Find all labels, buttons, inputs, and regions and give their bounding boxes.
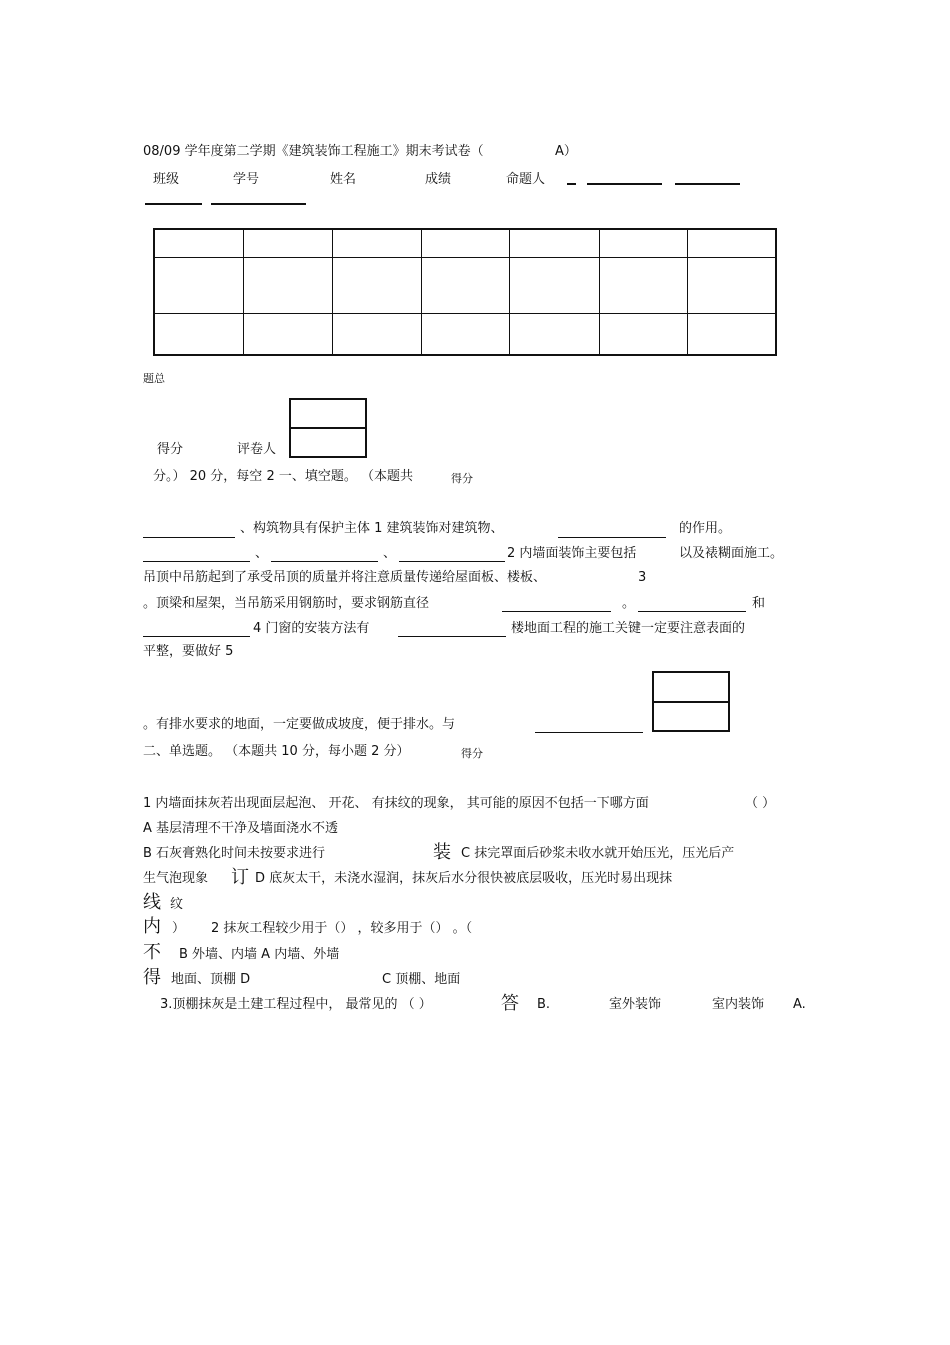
q5-text-3: 。有排水要求的地面，一定要做成坡度，便于排水。与 <box>143 717 456 732</box>
mc-q1-option-a[interactable]: A 基层清理不干净及墙面浇水不透 <box>143 821 339 836</box>
mc-q2-option-c[interactable]: C 顶棚、地面 <box>382 972 461 987</box>
q2-text: 2 内墙面装饰主要包括 <box>507 546 637 561</box>
sep: 、 <box>383 546 397 561</box>
score-small-label: 得分 <box>461 747 483 760</box>
table-cell[interactable] <box>599 229 687 257</box>
blank-line <box>567 183 576 185</box>
field-author: 命题人 <box>506 172 546 187</box>
blank-line <box>145 203 202 205</box>
mc-q1-option-d[interactable]: D 底灰太干，未浇水湿润，抹灰后水分很快被底层吸收，压光时易出现抹 <box>255 871 673 886</box>
blank-line <box>638 611 746 612</box>
field-student-id: 学号 <box>233 172 260 187</box>
field-grade: 成绩 <box>425 172 452 187</box>
table-cell[interactable] <box>154 229 243 257</box>
table-cell[interactable] <box>154 257 243 313</box>
score-box[interactable] <box>289 398 367 429</box>
score-table <box>153 228 777 356</box>
blank-line <box>399 561 505 562</box>
blank-line <box>211 203 306 205</box>
table-cell[interactable] <box>332 257 421 313</box>
binding-char: 不 <box>143 942 161 963</box>
q1-text: 、构筑物具有保护主体 1 建筑装饰对建筑物、 <box>240 521 504 536</box>
table-cell[interactable] <box>509 257 599 313</box>
grader-label: 评卷人 <box>237 442 277 457</box>
sep: 。 <box>622 596 636 611</box>
binding-char: 订 <box>231 867 249 888</box>
mc-q3-option-b[interactable]: 室外装饰 <box>609 997 662 1012</box>
blank-line <box>502 611 611 612</box>
mc-q1-option-c-cont: 生气泡现象 <box>143 871 209 886</box>
binding-char: 线 <box>143 892 161 913</box>
blank-line <box>398 636 506 637</box>
score-small-label: 得分 <box>451 472 473 485</box>
blank-line <box>675 183 740 185</box>
mc-q1-paren: （ ） <box>745 796 776 811</box>
binding-char: 内 <box>143 916 161 937</box>
table-cell[interactable] <box>421 229 509 257</box>
table-cell[interactable] <box>154 313 243 355</box>
q4-text: 4 门窗的安装方法有 <box>253 621 370 636</box>
blank-line <box>143 636 250 637</box>
table-cell[interactable] <box>687 257 776 313</box>
score-box[interactable] <box>652 671 730 703</box>
table-cell[interactable] <box>687 313 776 355</box>
mc-q2: 2 抹灰工程较少用于（） ，较多用于（） 。（ <box>211 921 473 936</box>
binding-char: 得 <box>143 967 161 988</box>
total-label: 题总 <box>143 372 165 385</box>
section2-heading: 二、单选题。 （本题共 10 分，每小题 2 分） <box>143 744 410 759</box>
grader-box[interactable] <box>289 427 367 458</box>
table-cell[interactable] <box>421 257 509 313</box>
blank-line <box>143 537 235 538</box>
q5-text: 楼地面工程的施工关键一定要注意表面的 <box>511 621 746 636</box>
table-cell[interactable] <box>243 313 332 355</box>
q3-text: 吊顶中吊筋起到了承受吊顶的质量并将注意质量传递给屋面板、楼板、 <box>143 570 547 585</box>
mc-q1-option-d-cont: 纹 <box>170 897 184 912</box>
table-cell[interactable] <box>509 229 599 257</box>
mc-q3-option-b-label[interactable]: B. <box>537 997 551 1012</box>
exam-title: 08/09 学年度第二学期《建筑装饰工程施工》期末考试卷（ <box>143 144 484 159</box>
mc-q2-option-d[interactable]: 地面、顶棚 D <box>171 972 251 987</box>
table-cell[interactable] <box>332 313 421 355</box>
table-cell[interactable] <box>332 229 421 257</box>
mc-q1-option-b[interactable]: B 石灰膏熟化时间未按要求进行 <box>143 846 326 861</box>
blank-line <box>535 732 643 733</box>
and-text: 和 <box>752 596 766 611</box>
blank-line <box>143 561 250 562</box>
q1-text-end: 的作用。 <box>679 521 732 536</box>
q3-text-2: 。顶梁和屋架，当吊筋采用钢筋时，要求钢筋直径 <box>143 596 430 611</box>
mc-q3-option-a-label[interactable]: A. <box>793 997 806 1012</box>
mc-q1-close: ） <box>172 921 186 936</box>
binding-char: 答 <box>501 993 519 1014</box>
blank-line <box>271 561 378 562</box>
q2-text-end: 以及裱糊面施工。 <box>679 546 784 561</box>
mc-q3-option-a[interactable]: 室内装饰 <box>712 997 765 1012</box>
table-cell[interactable] <box>599 257 687 313</box>
field-name: 姓名 <box>330 172 357 187</box>
mc-q1-option-c[interactable]: C 抹完罩面后砂浆未收水就开始压光，压光后产 <box>461 846 735 861</box>
table-cell[interactable] <box>243 257 332 313</box>
field-class: 班级 <box>153 172 180 187</box>
blank-line <box>587 183 662 185</box>
table-cell[interactable] <box>243 229 332 257</box>
exam-version: A） <box>555 144 577 159</box>
table-cell[interactable] <box>599 313 687 355</box>
q5-text-2: 平整，要做好 5 <box>143 644 234 659</box>
score-label: 得分 <box>157 442 184 457</box>
grader-box[interactable] <box>652 701 730 732</box>
sep: 、 <box>255 546 269 561</box>
mc-q3: 3.顶棚抹灰是土建工程过程中， 最常见的 （ ） <box>160 997 432 1012</box>
section1-heading: 分。） 20 分，每空 2 一、填空题。 （本题共 <box>153 469 413 484</box>
binding-char: 装 <box>433 842 451 863</box>
blank-line <box>558 537 666 538</box>
table-cell[interactable] <box>687 229 776 257</box>
mc-q1: 1 内墙面抹灰若出现面层起泡、 开花、 有抹纹的现象， 其可能的原因不包括一下哪方面 <box>143 796 649 811</box>
mc-q2-options-ba[interactable]: B 外墙、内墙 A 内墙、外墙 <box>179 947 340 962</box>
q3-number: 3 <box>638 570 647 585</box>
table-cell[interactable] <box>421 313 509 355</box>
table-cell[interactable] <box>509 313 599 355</box>
